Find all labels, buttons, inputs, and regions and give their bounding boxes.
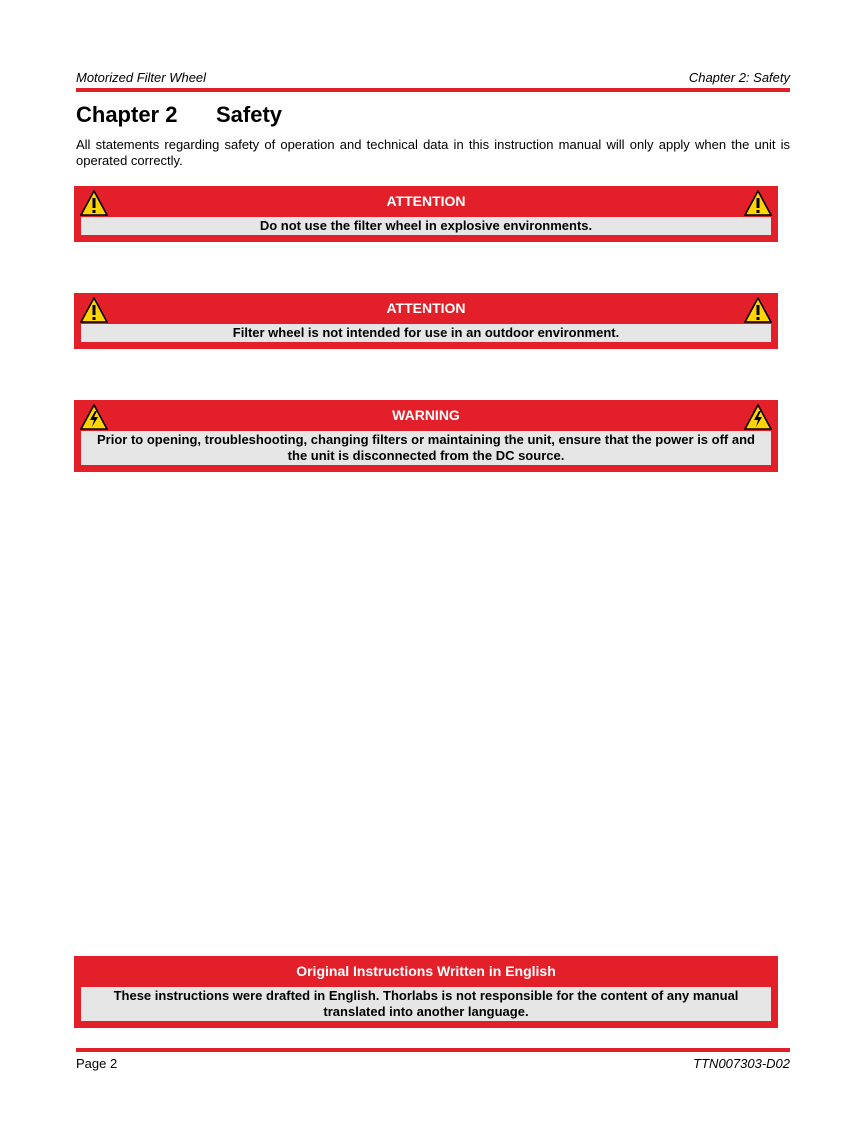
notice-title: WARNING xyxy=(392,407,460,423)
attention-notice-explosive xyxy=(74,186,778,242)
footer-rule xyxy=(76,1048,790,1052)
intro-paragraph: All statements regarding safety of operation and technical data in this instruction manual will only apply when the unit is operated correctly. xyxy=(76,137,790,168)
page-number: Page 2 xyxy=(76,1056,118,1071)
notice-title: ATTENTION xyxy=(386,193,466,209)
header-chapter-title: Chapter 2: Safety xyxy=(688,70,790,85)
warning-triangle-icon xyxy=(80,297,108,323)
notice-header xyxy=(74,186,778,217)
warning-triangle-icon xyxy=(744,297,772,323)
chapter-name: Safety xyxy=(216,102,283,127)
warning-notice-power xyxy=(74,400,778,472)
notice-text: Prior to opening, troubleshooting, changing filters or maintaining the unit, ensure that the power is off and the unit is disconnected from the DC source. xyxy=(81,431,771,465)
notice-text: Filter wheel is not intended for use in an outdoor environment. xyxy=(81,324,771,342)
document-number: TTN007303-D02 xyxy=(693,1056,790,1071)
warning-triangle-icon xyxy=(744,190,772,216)
header-document-title: Motorized Filter Wheel xyxy=(76,70,207,85)
electrical-hazard-icon xyxy=(744,404,772,430)
notice-title: ATTENTION xyxy=(386,300,466,316)
attention-notice-outdoor xyxy=(74,293,778,349)
chapter-heading xyxy=(76,102,283,128)
header-rule xyxy=(76,88,790,92)
notice-header xyxy=(74,956,778,987)
notice-title: Original Instructions Written in English xyxy=(296,963,556,979)
original-instructions-notice xyxy=(74,956,778,1028)
notice-text: Do not use the filter wheel in explosive environments. xyxy=(81,217,771,235)
warning-triangle-icon xyxy=(80,190,108,216)
notice-header xyxy=(74,400,778,431)
notice-text: These instructions were drafted in English. Thorlabs is not responsible for the content of any manual translated into another language. xyxy=(81,987,771,1021)
chapter-number: Chapter 2 xyxy=(76,102,178,127)
electrical-hazard-icon xyxy=(80,404,108,430)
notice-header xyxy=(74,293,778,324)
